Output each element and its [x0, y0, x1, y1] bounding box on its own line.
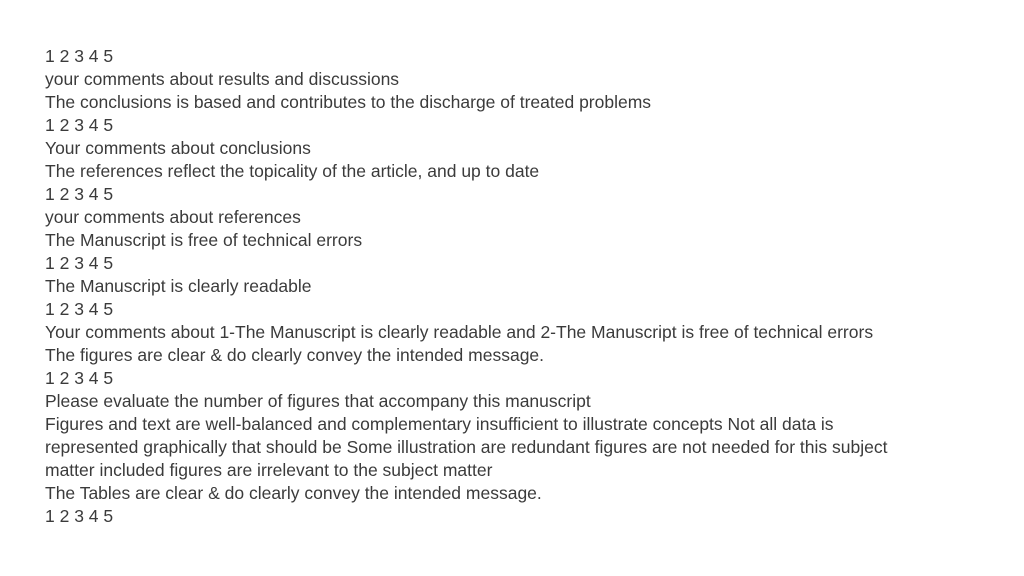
rating-scale-readable: 1 2 3 4 5 — [45, 299, 114, 319]
comments-results-discussions: your comments about results and discussions — [45, 69, 400, 89]
criterion-conclusions: The conclusions is based and contributes to the discharge of treated problems — [45, 92, 652, 112]
comments-readable-technical: Your comments about 1-The Manuscript is clearly readable and 2-The Manuscript is free of technical errors — [45, 322, 874, 342]
rating-scale-figures: 1 2 3 4 5 — [45, 368, 114, 388]
comments-references: your comments about references — [45, 207, 301, 227]
criterion-tables-clear: The Tables are clear & do clearly convey the intended message. — [45, 483, 542, 503]
comments-conclusions: Your comments about conclusions — [45, 138, 311, 158]
rating-scale-results: 1 2 3 4 5 — [45, 46, 114, 66]
rating-scale-conclusions: 1 2 3 4 5 — [45, 115, 114, 135]
prompt-number-of-figures: Please evaluate the number of figures that accompany this manuscript — [45, 391, 591, 411]
rating-scale-technical-errors: 1 2 3 4 5 — [45, 253, 114, 273]
criterion-technical-errors: The Manuscript is free of technical errors — [45, 230, 363, 250]
criterion-figures-clear: The figures are clear & do clearly convey the intended message. — [45, 345, 545, 365]
figures-options-text: Figures and text are well-balanced and complementary insufficient to illustrate concepts Not all data is represented graphically that should be Some illustration are redundant figures are not needed for this subject matter included figures are irrelevant to the subject matter — [45, 414, 888, 480]
rating-scale-tables: 1 2 3 4 5 — [45, 506, 114, 526]
criterion-readable: The Manuscript is clearly readable — [45, 276, 312, 296]
criterion-references: The references reflect the topicality of the article, and up to date — [45, 161, 540, 181]
rating-scale-references: 1 2 3 4 5 — [45, 184, 114, 204]
slide-body-text — [45, 45, 915, 528]
